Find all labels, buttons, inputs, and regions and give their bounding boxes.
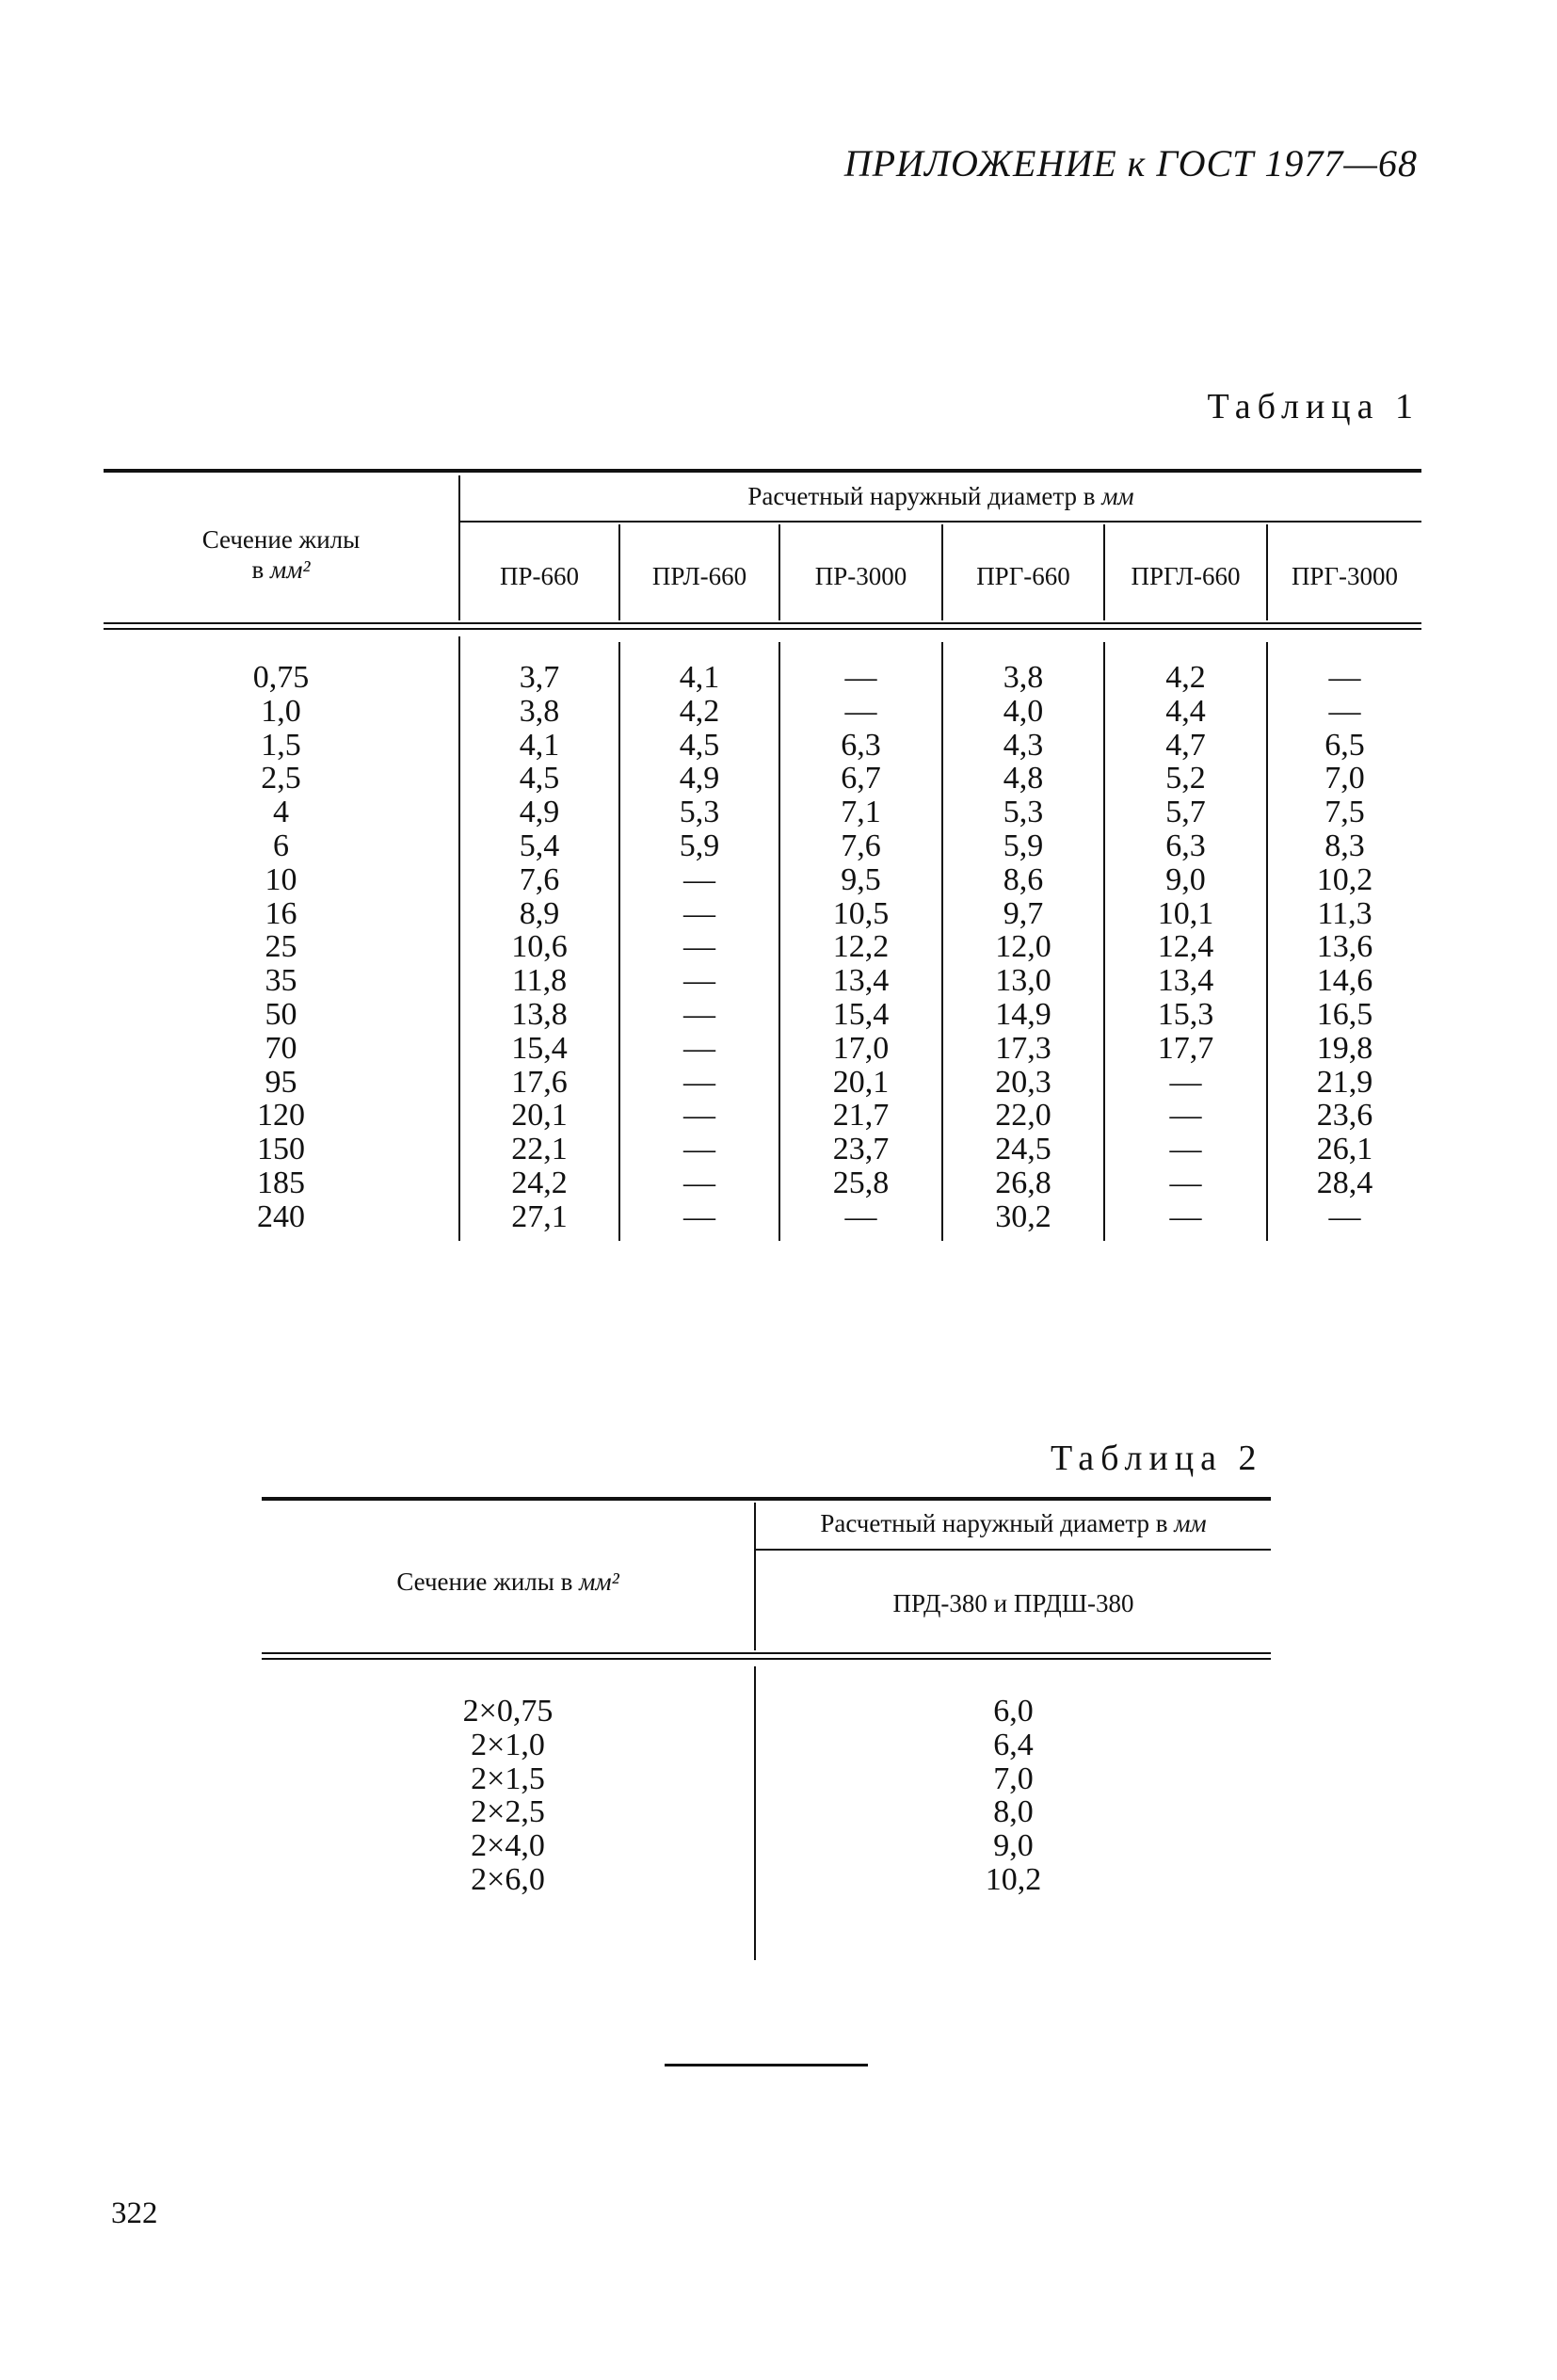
table2-group-rule <box>756 1549 1271 1551</box>
table2-header-rule-b <box>262 1658 1271 1660</box>
table1-value-cell: 4,4 <box>1165 693 1206 729</box>
table1-values-column <box>943 661 1103 1234</box>
table1-value-cell: — <box>683 996 715 1032</box>
table2-caption: Таблица 2 <box>1051 1439 1263 1478</box>
table1-section-cell: 10 <box>265 861 297 897</box>
table1-value-cell: 27,1 <box>511 1198 568 1234</box>
table1-value-cell: 15,3 <box>1157 996 1214 1032</box>
table1-value-cell: — <box>683 1064 715 1100</box>
table2-section-cell: 2×1,5 <box>471 1761 545 1796</box>
table1-value-cell: 14,9 <box>995 996 1051 1032</box>
table1-value-cell: — <box>1328 693 1361 729</box>
table1-value-cell: — <box>683 1030 715 1066</box>
table2-value-cell: 10,2 <box>985 1861 1042 1897</box>
table1-value-cell: 4,5 <box>519 761 560 796</box>
table2-value-cell: 6,4 <box>993 1727 1034 1762</box>
table1-section-cell: 95 <box>265 1064 297 1100</box>
table1-section-cell: 0,75 <box>252 660 310 695</box>
table1-value-cell: 13,4 <box>832 963 890 999</box>
table2-col-header: ПРД-380 и ПРДШ-380 <box>892 1589 1134 1617</box>
table1-value-cell: 10,5 <box>832 895 890 931</box>
table1-value-cell: 5,4 <box>519 828 560 863</box>
table1-value-cell: — <box>844 1198 877 1234</box>
table1-value-cell: 4,2 <box>1165 660 1206 695</box>
table1-value-cell: 3,8 <box>519 693 560 729</box>
table1-value-cell: 20,1 <box>511 1098 568 1134</box>
table1-value-cell: 4,9 <box>679 761 720 796</box>
table1-value-cell: 9,5 <box>841 861 881 897</box>
table1-value-cell: 5,9 <box>1003 828 1044 863</box>
table1-value-cell: 4,7 <box>1165 727 1206 763</box>
table1-value-cell: 13,8 <box>511 996 568 1032</box>
table2-row-header-unit: мм² <box>579 1568 619 1596</box>
table1-value-cell: 6,5 <box>1324 727 1365 763</box>
table1-value-cell: 10,6 <box>511 929 568 965</box>
table2-value-cell: 9,0 <box>993 1828 1034 1864</box>
table1-section-cell: 1,0 <box>261 693 301 729</box>
table1-value-cell: — <box>1328 660 1361 695</box>
table1-value-cell: 7,1 <box>841 795 881 830</box>
table1-value-cell: — <box>683 861 715 897</box>
table1-header-rule-b <box>104 628 1421 630</box>
table1-value-cell: — <box>683 1132 715 1167</box>
table1-value-cell: — <box>1328 1198 1361 1234</box>
table1-value-cell: 4,9 <box>519 795 560 830</box>
table1-value-cell: 17,0 <box>832 1030 890 1066</box>
table1-value-cell: 22,0 <box>995 1098 1051 1134</box>
table1-value-cell: 3,7 <box>519 660 560 695</box>
table1-col-header: ПРЛ-660 <box>651 562 747 590</box>
table1-group-header-unit: мм <box>1101 482 1134 510</box>
table1-value-cell: 19,8 <box>1316 1030 1373 1066</box>
table2-row-header-text: Сечение жилы в <box>396 1568 573 1596</box>
table1-section-cell: 35 <box>265 963 297 999</box>
table1-value-cell: 9,0 <box>1165 861 1206 897</box>
table1-values-column <box>1268 661 1421 1234</box>
table1-value-cell: 6,7 <box>841 761 881 796</box>
table1-top-rule <box>104 469 1421 473</box>
table1-value-cell: 12,4 <box>1157 929 1214 965</box>
table1-value-cell: — <box>844 660 877 695</box>
document-header: ПРИЛОЖЕНИЕ к ГОСТ 1977—68 <box>843 142 1418 185</box>
table2-value-cell: 6,0 <box>993 1694 1034 1729</box>
table1-value-cell: 8,3 <box>1324 828 1365 863</box>
table1-value-cell: 5,7 <box>1165 795 1206 830</box>
table1-caption: Таблица 1 <box>1207 387 1420 426</box>
page-number: 322 <box>111 2196 158 2230</box>
table1-col-header: ПР-660 <box>499 562 579 590</box>
table1-value-cell: 22,1 <box>511 1132 568 1167</box>
table1-value-cell: 4,2 <box>679 693 720 729</box>
table1-value-cell: — <box>683 1165 715 1200</box>
table1-row-header-line1: Сечение жилы <box>201 525 361 554</box>
table1-value-cell: — <box>1169 1132 1202 1167</box>
table1-value-cell: 13,6 <box>1316 929 1373 965</box>
table2-section-cell: 2×4,0 <box>471 1828 545 1864</box>
table1-value-cell: — <box>1169 1098 1202 1134</box>
footer-rule <box>665 2064 868 2066</box>
table1-value-cell: 28,4 <box>1316 1165 1373 1200</box>
table2-section-cell: 2×0,75 <box>462 1694 554 1729</box>
table1-row-header-line2 <box>104 555 458 585</box>
table1-section-cell: 6 <box>273 828 289 863</box>
table1-col-header: ПРГ-660 <box>976 562 1070 590</box>
table1-value-cell: — <box>1169 1198 1202 1234</box>
table1-value-cell: 12,2 <box>832 929 890 965</box>
table1-value-cell: 21,9 <box>1316 1064 1373 1100</box>
table2-top-rule <box>262 1497 1271 1501</box>
table1-section-cell: 150 <box>257 1132 305 1167</box>
table1-value-cell: 14,6 <box>1316 963 1373 999</box>
table1-section-cell: 185 <box>257 1165 305 1200</box>
table1-col-header: ПРГЛ-660 <box>1131 562 1241 590</box>
table1-value-cell: 4,1 <box>679 660 720 695</box>
table1-value-cell: 6,3 <box>1165 828 1206 863</box>
table1-value-cell: 5,3 <box>1003 795 1044 830</box>
table1-value-cell: 20,1 <box>832 1064 890 1100</box>
table1-value-cell: 15,4 <box>511 1030 568 1066</box>
table1-col-header: ПРГ-3000 <box>1291 562 1399 590</box>
table1-value-cell: 24,5 <box>995 1132 1051 1167</box>
table1-sections-column <box>104 661 458 1234</box>
table1-value-cell: 10,1 <box>1157 895 1214 931</box>
table2-values-column <box>756 1695 1271 1897</box>
table1-value-cell: — <box>683 929 715 965</box>
table1-section-cell: 2,5 <box>261 761 301 796</box>
table1-value-cell: 11,8 <box>511 963 568 999</box>
table1-value-cell: 7,0 <box>1324 761 1365 796</box>
table1-value-cell: 26,1 <box>1316 1132 1373 1167</box>
table2-row-header <box>262 1568 754 1597</box>
table1-value-cell: 17,6 <box>511 1064 568 1100</box>
table1-value-cell: 4,0 <box>1003 693 1044 729</box>
table1-value-cell: 13,4 <box>1157 963 1214 999</box>
table1-value-cell: — <box>1169 1064 1202 1100</box>
table1-value-cell: 4,8 <box>1003 761 1044 796</box>
table1-value-cell: 17,7 <box>1157 1030 1214 1066</box>
table1-section-cell: 70 <box>265 1030 297 1066</box>
table1-value-cell: 23,7 <box>832 1132 890 1167</box>
table1-value-cell: 23,6 <box>1316 1098 1373 1134</box>
table1-header-rule-a <box>104 622 1421 624</box>
table1-row-header-unit: мм² <box>269 555 311 584</box>
table2-value-cell: 7,0 <box>993 1761 1034 1796</box>
table1-value-cell: 13,0 <box>995 963 1051 999</box>
table1-value-cell: 5,3 <box>679 795 720 830</box>
table1-value-cell: — <box>1169 1165 1202 1200</box>
table1-value-cell: 21,7 <box>832 1098 890 1134</box>
table2-header-rule-a <box>262 1652 1271 1654</box>
table1-value-cell: 24,2 <box>511 1165 568 1200</box>
table1-section-cell: 240 <box>257 1198 305 1234</box>
table1-value-cell: 25,8 <box>832 1165 890 1200</box>
table1-value-cell: 5,9 <box>679 828 720 863</box>
table1-section-cell: 25 <box>265 929 297 965</box>
table1-value-cell: 16,5 <box>1316 996 1373 1032</box>
table1-group-header <box>460 482 1421 511</box>
table1-group-rule <box>458 521 1421 523</box>
table1-row-header-prefix: в <box>251 555 265 584</box>
table1-value-cell: 11,3 <box>1317 895 1372 931</box>
table1-value-cell: — <box>683 963 715 999</box>
table1-value-cell: 7,6 <box>519 861 560 897</box>
table1-value-cell: 10,2 <box>1316 861 1373 897</box>
table2-value-cell: 8,0 <box>993 1794 1034 1830</box>
table1-value-cell: 4,1 <box>519 727 560 763</box>
table1-values-column <box>460 661 618 1234</box>
table1-section-cell: 4 <box>273 795 289 830</box>
table1-section-cell: 120 <box>257 1098 305 1134</box>
table1-value-cell: 7,5 <box>1324 795 1365 830</box>
table2-group-header <box>756 1509 1271 1538</box>
table1-value-cell: 20,3 <box>995 1064 1051 1100</box>
table1-value-cell: 3,8 <box>1003 660 1044 695</box>
table1-value-cell: 8,6 <box>1003 861 1044 897</box>
table1-value-cell: 7,6 <box>841 828 881 863</box>
table1-values-column <box>780 661 941 1234</box>
table1-section-cell: 16 <box>265 895 297 931</box>
table2-group-header-text: Расчетный наружный диаметр в <box>820 1509 1168 1537</box>
table2-group-header-unit: мм <box>1174 1509 1207 1537</box>
table1-value-cell: 5,2 <box>1165 761 1206 796</box>
table1-value-cell: 9,7 <box>1003 895 1044 931</box>
table1-row-header <box>104 524 458 585</box>
table2-section-cell: 2×6,0 <box>471 1861 545 1897</box>
table1-value-cell: — <box>844 693 877 729</box>
table1-value-cell: 6,3 <box>841 727 881 763</box>
table1-values-column <box>1105 661 1266 1234</box>
table1-value-cell: 8,9 <box>519 895 560 931</box>
table1-section-cell: 1,5 <box>261 727 301 763</box>
table1-value-cell: 26,8 <box>995 1165 1051 1200</box>
table1-values-column <box>620 661 778 1234</box>
table1-value-cell: 4,3 <box>1003 727 1044 763</box>
table1-value-cell: — <box>683 1098 715 1134</box>
table1-col-header: ПР-3000 <box>814 562 907 590</box>
table1-value-cell: 12,0 <box>995 929 1051 965</box>
table2-section-cell: 2×1,0 <box>471 1727 545 1762</box>
table2-sections-column <box>262 1695 754 1897</box>
table1-value-cell: 15,4 <box>832 996 890 1032</box>
table1-value-cell: 4,5 <box>679 727 720 763</box>
table1-value-cell: — <box>683 1198 715 1234</box>
table1-value-cell: — <box>683 895 715 931</box>
table2-section-cell: 2×2,5 <box>471 1794 545 1830</box>
table1-section-cell: 50 <box>265 996 297 1032</box>
table1-group-header-text: Расчетный наружный диаметр в <box>747 482 1096 510</box>
table1-value-cell: 30,2 <box>995 1198 1051 1234</box>
table1-value-cell: 17,3 <box>995 1030 1051 1066</box>
